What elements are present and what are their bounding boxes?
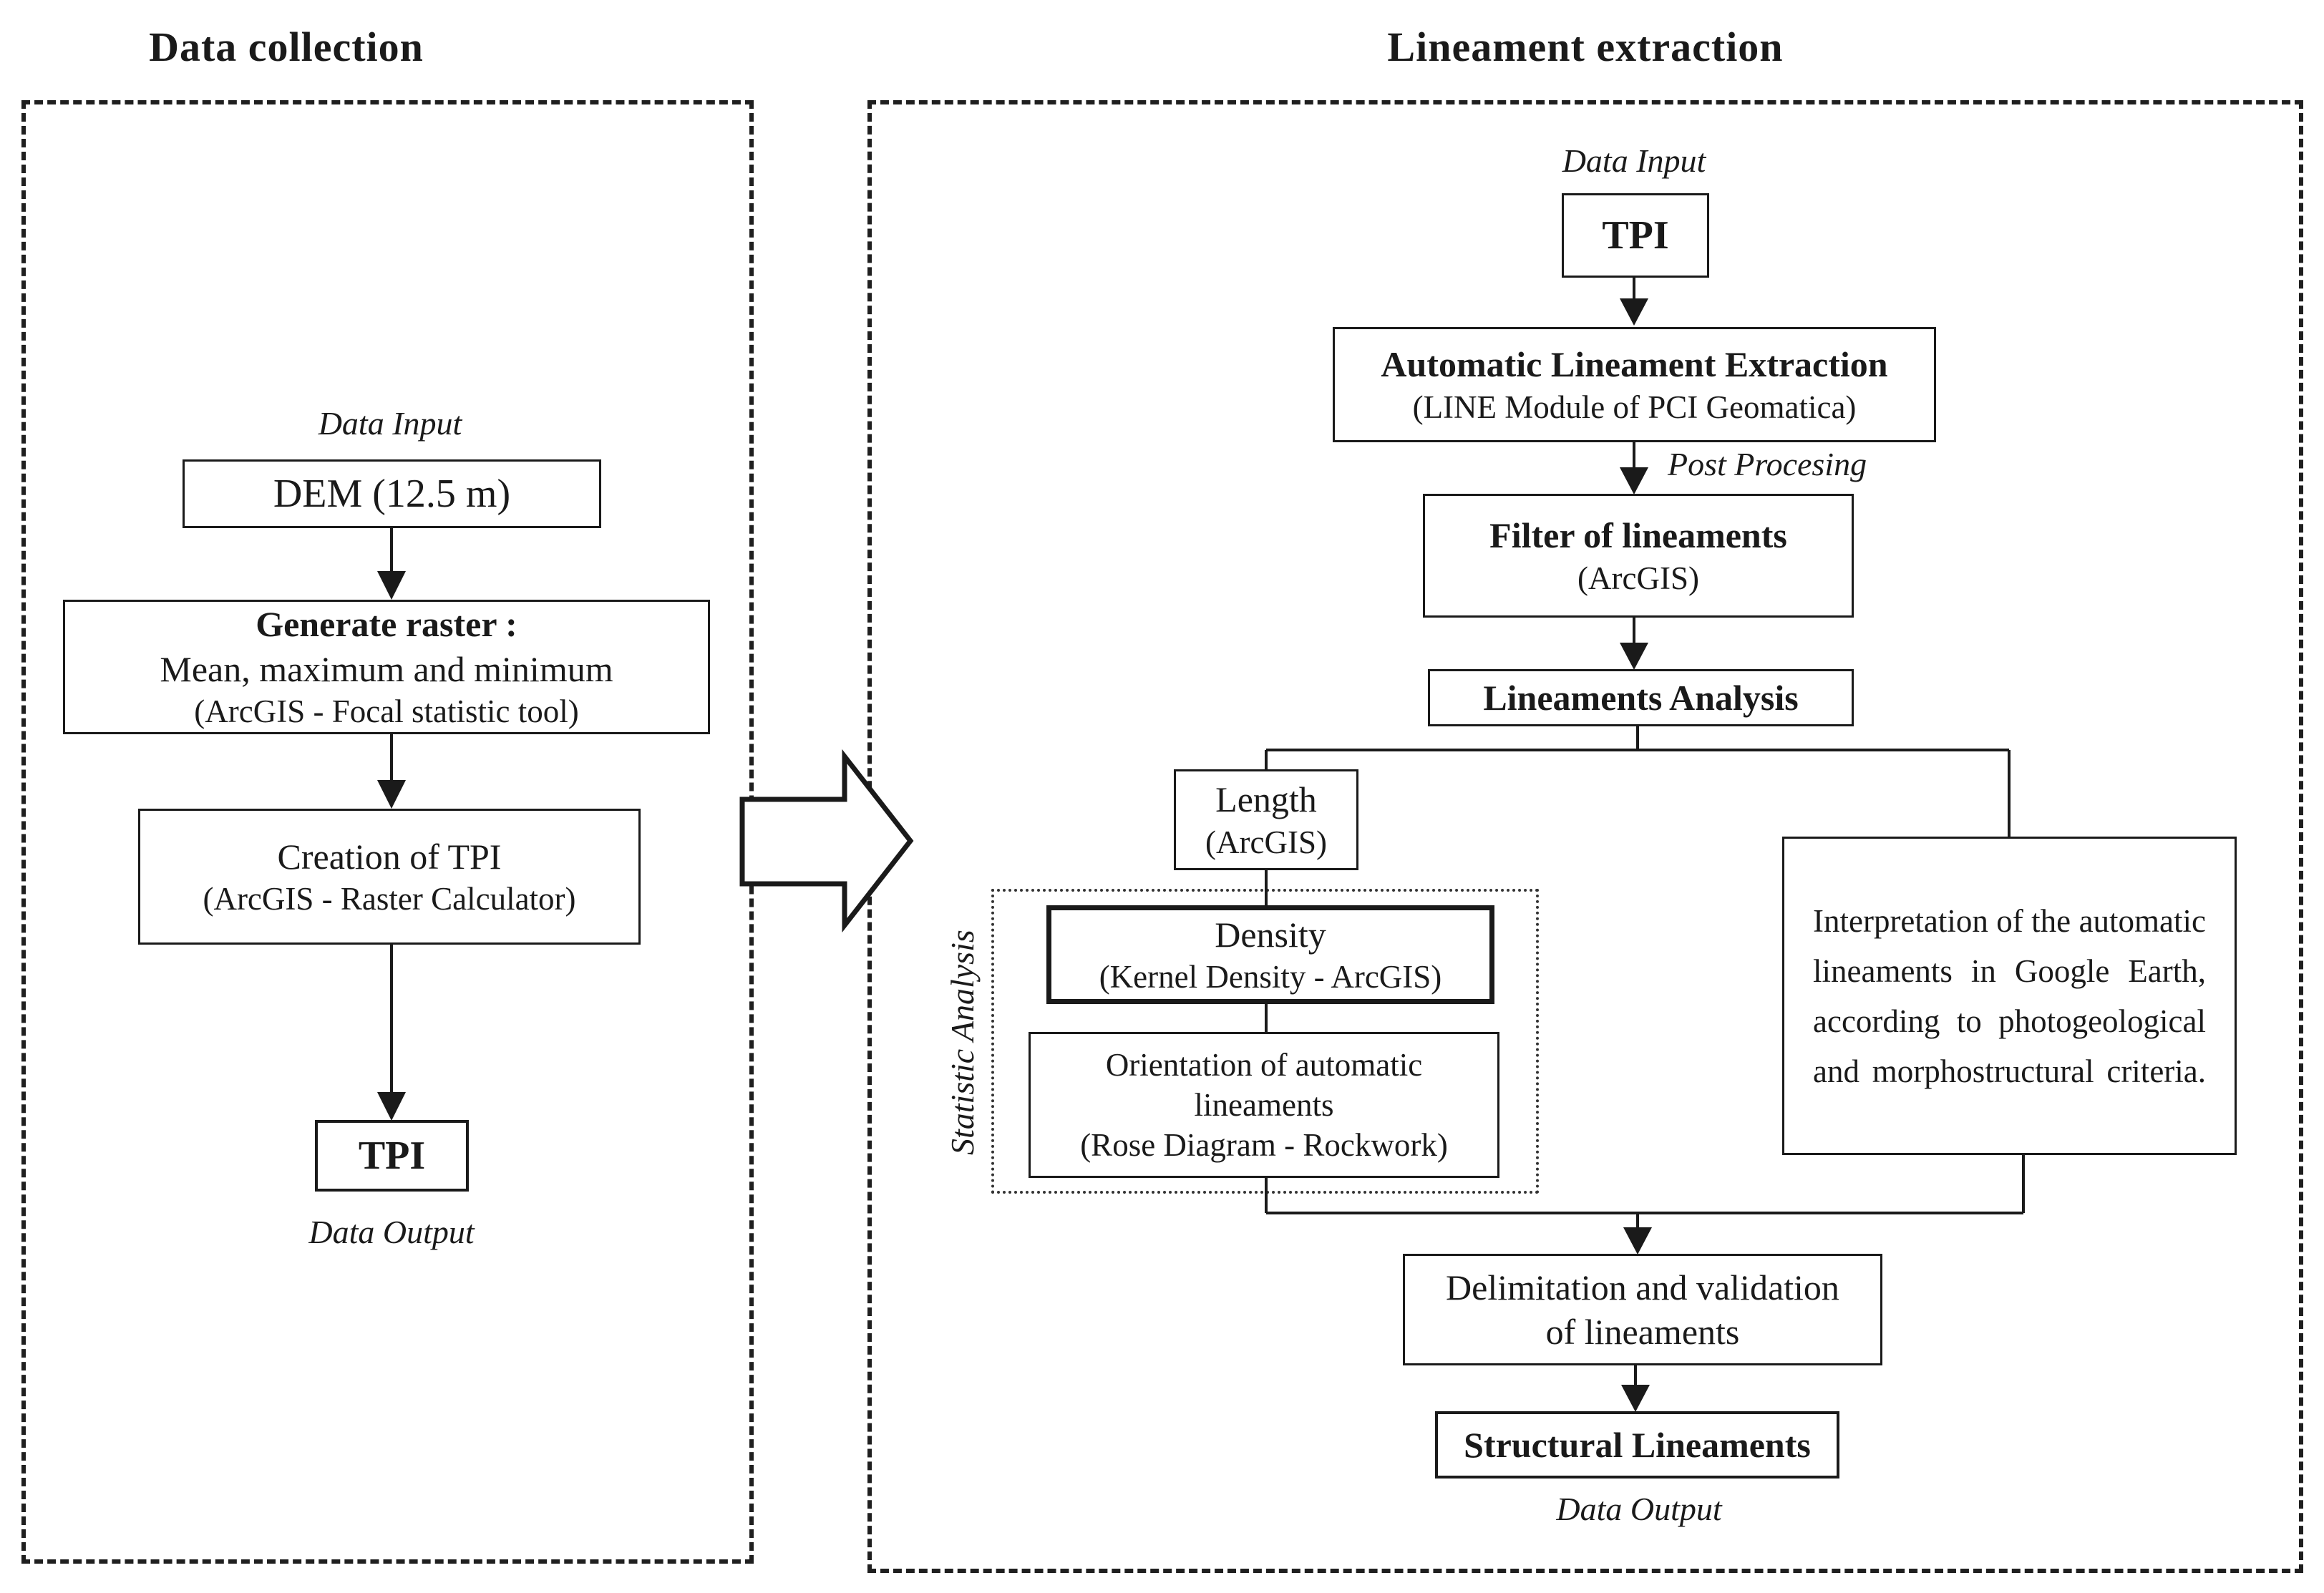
filter-title: Filter of lineaments bbox=[1489, 515, 1787, 556]
filter-line2: (ArcGIS) bbox=[1577, 560, 1699, 596]
analysis-text: Lineaments Analysis bbox=[1483, 677, 1799, 718]
extraction-line2: (LINE Module of PCI Geomatica) bbox=[1412, 389, 1857, 425]
generate-raster-title: Generate raster : bbox=[256, 604, 517, 645]
density-title: Density bbox=[1215, 914, 1326, 955]
generate-raster-line3: (ArcGIS - Focal statistic tool) bbox=[194, 693, 579, 730]
length-title: Length bbox=[1215, 779, 1317, 820]
structural-text: Structural Lineaments bbox=[1464, 1424, 1811, 1465]
interpretation-line4: and morphostructural criteria. bbox=[1813, 1053, 2206, 1089]
right-tpi-text: TPI bbox=[1602, 213, 1669, 258]
left-data-input-label: Data Input bbox=[318, 405, 462, 442]
left-panel-title: Data collection bbox=[149, 24, 424, 70]
post-processing-label: Post Procesing bbox=[1668, 446, 1867, 482]
left-data-output-label: Data Output bbox=[308, 1214, 475, 1250]
delimitation-line1: Delimitation and validation bbox=[1446, 1267, 1839, 1307]
generate-raster-box bbox=[63, 600, 710, 734]
creation-tpi-title: Creation of TPI bbox=[277, 836, 502, 877]
orientation-box bbox=[1029, 1032, 1499, 1178]
left-tpi-text: TPI bbox=[358, 1134, 426, 1178]
interpretation-line3: according to photogeological bbox=[1813, 1003, 2206, 1039]
density-box bbox=[1046, 905, 1494, 1004]
interpretation-box bbox=[1782, 837, 2237, 1155]
generate-raster-line2: Mean, maximum and minimum bbox=[160, 648, 613, 689]
orientation-line2: lineaments bbox=[1194, 1086, 1334, 1123]
statistic-analysis-label: Statistic Analysis bbox=[944, 930, 981, 1156]
interpretation-line2: lineaments in Google Earth, bbox=[1813, 953, 2206, 989]
length-line2: (ArcGIS) bbox=[1205, 824, 1327, 860]
orientation-line3: (Rose Diagram - Rockwork) bbox=[1080, 1127, 1448, 1164]
length-box bbox=[1174, 769, 1358, 870]
right-tpi-box bbox=[1562, 193, 1709, 278]
orientation-line1: Orientation of automatic bbox=[1105, 1046, 1423, 1083]
interpretation-line1: Interpretation of the automatic bbox=[1813, 902, 2206, 939]
density-line2: (Kernel Density - ArcGIS) bbox=[1099, 959, 1442, 995]
right-panel-title: Lineament extraction bbox=[1387, 24, 1784, 70]
delimitation-line2: of lineaments bbox=[1545, 1312, 1740, 1352]
lineaments-analysis-box bbox=[1428, 669, 1854, 726]
right-data-output-label: Data Output bbox=[1556, 1491, 1722, 1527]
filter-of-lineaments-box bbox=[1423, 494, 1854, 618]
left-tpi-box bbox=[315, 1120, 469, 1192]
dem-box bbox=[183, 459, 601, 528]
extraction-title: Automatic Lineament Extraction bbox=[1381, 344, 1888, 385]
structural-lineaments-box bbox=[1435, 1411, 1839, 1478]
dem-box-text: DEM (12.5 m) bbox=[273, 472, 511, 516]
delimitation-box bbox=[1403, 1254, 1882, 1365]
creation-tpi-line2: (ArcGIS - Raster Calculator) bbox=[203, 881, 576, 917]
creation-tpi-box bbox=[138, 809, 641, 945]
automatic-lineament-extraction-box bbox=[1333, 327, 1936, 442]
right-data-input-label: Data Input bbox=[1562, 142, 1706, 179]
